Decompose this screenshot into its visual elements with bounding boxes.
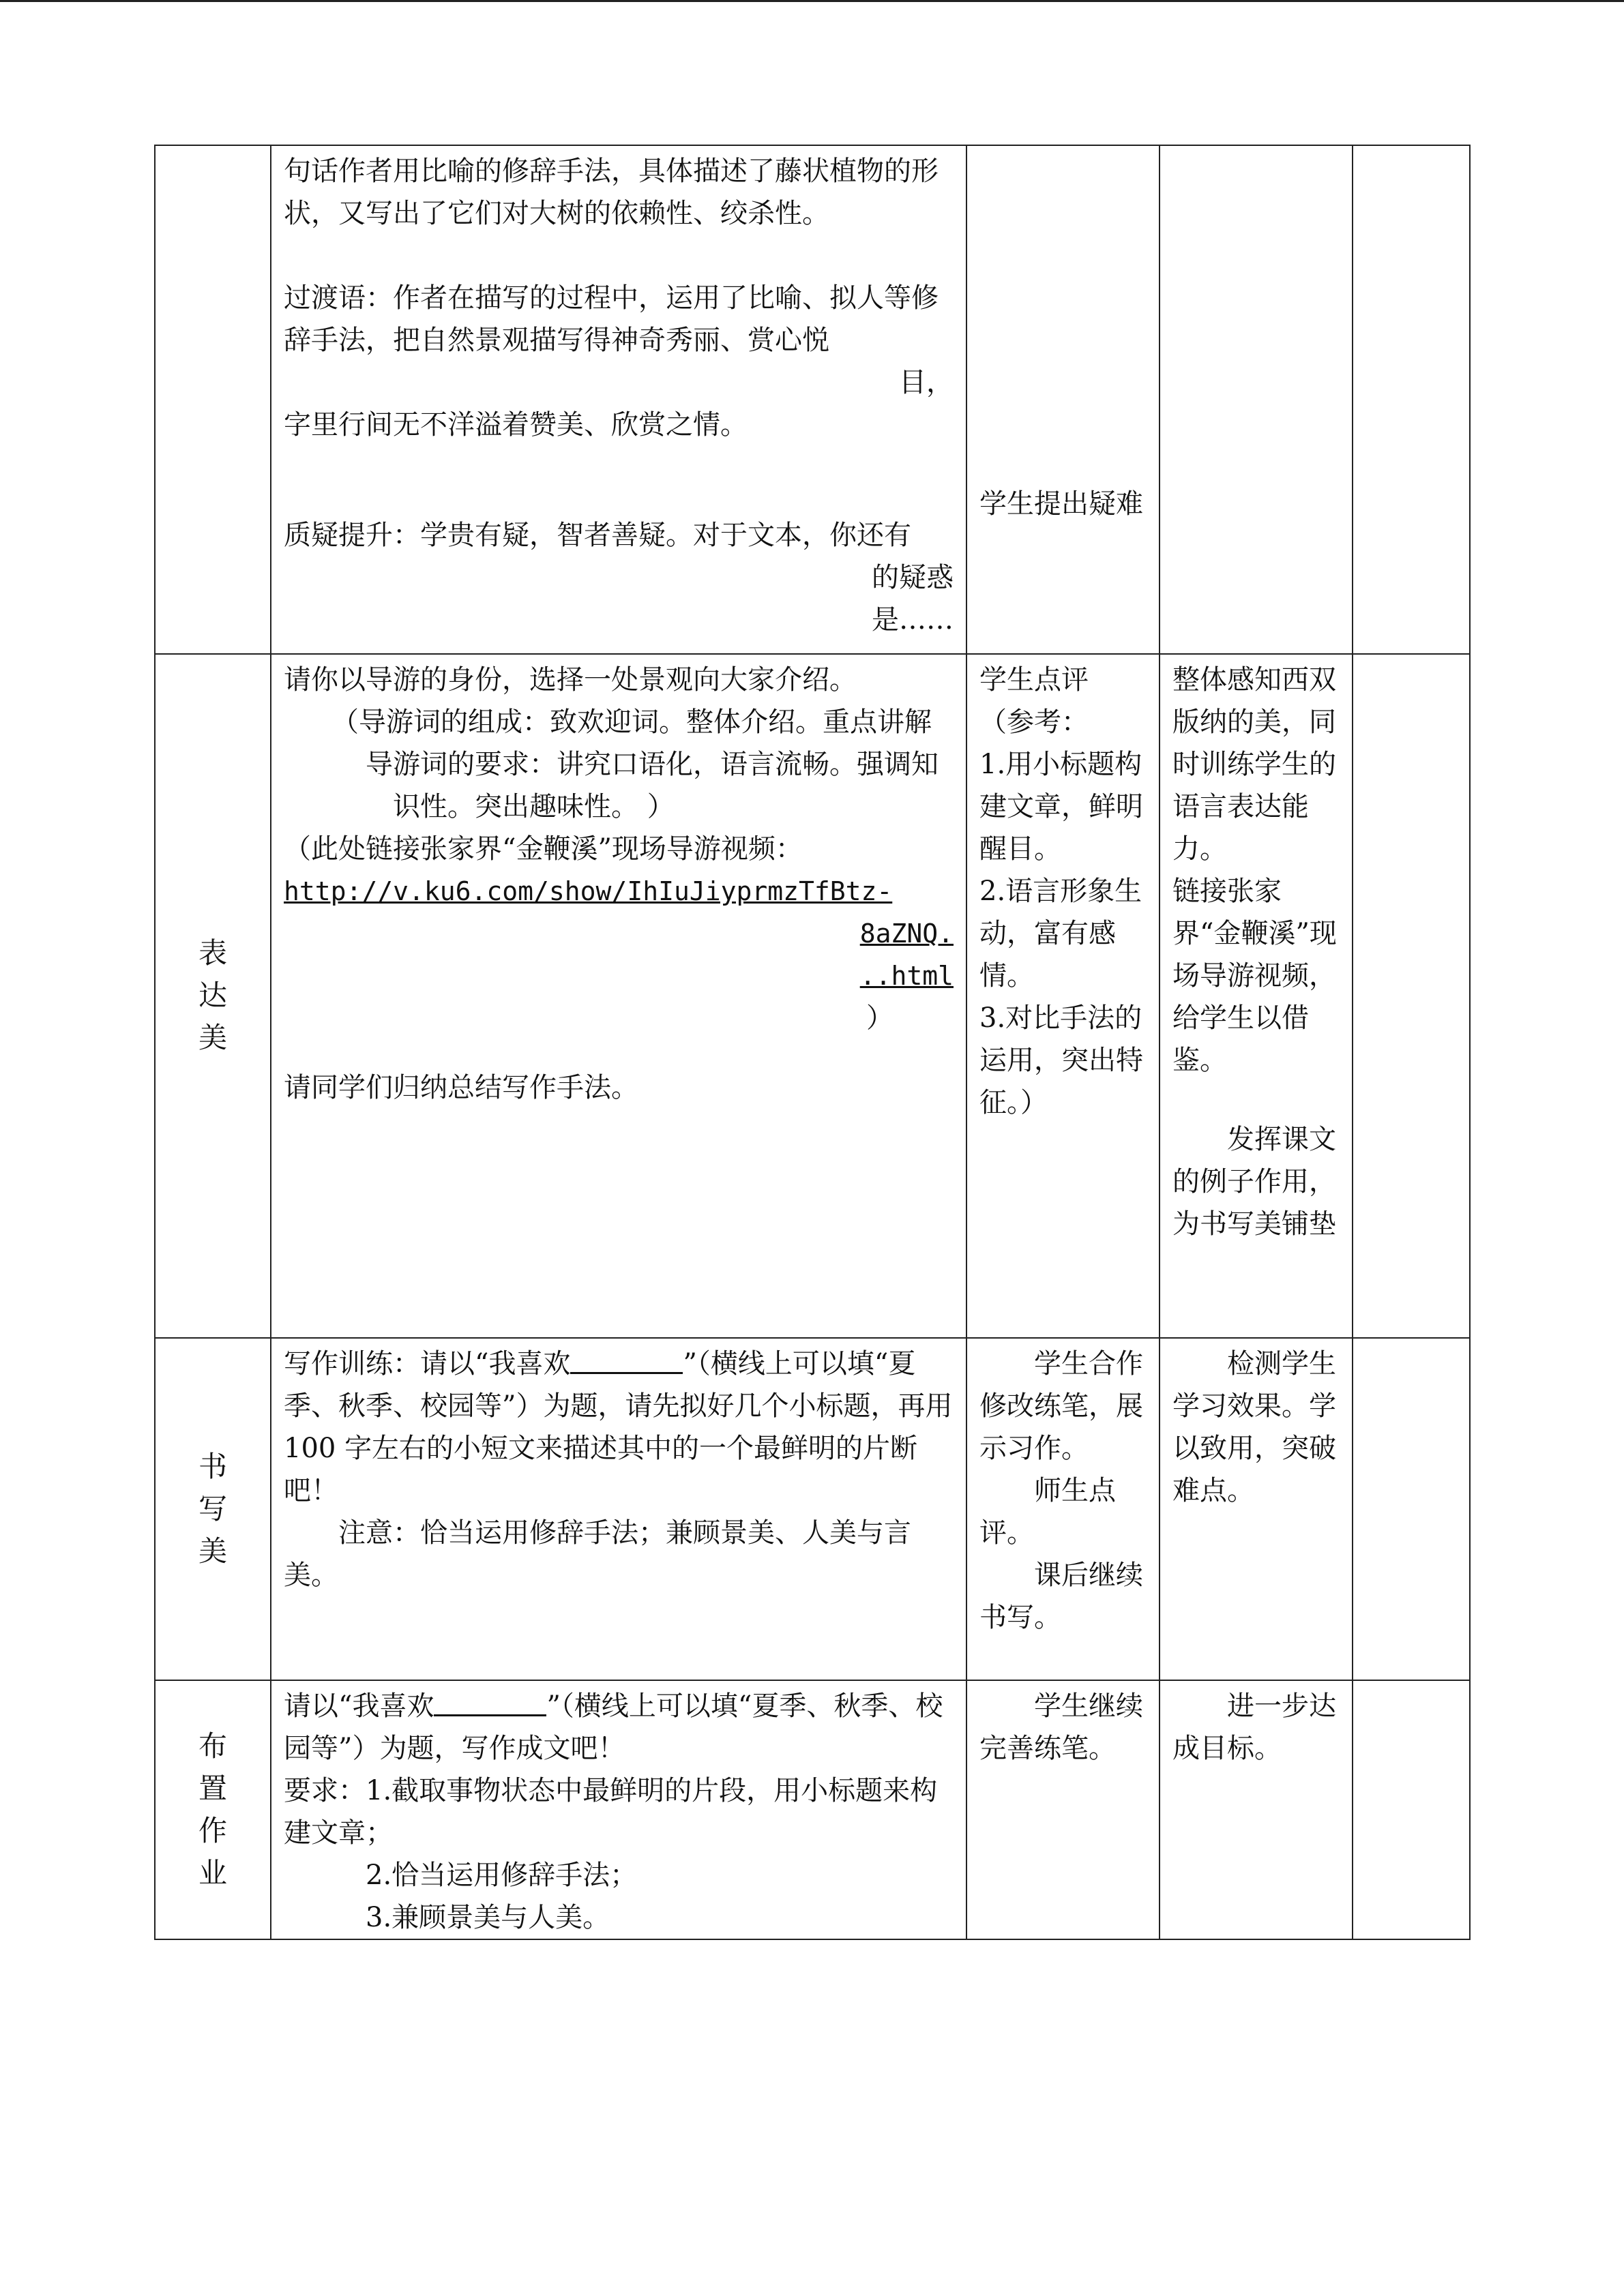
- prompt-text: ”（横线上可以填“夏季、秋季、校园等”）为题，写作成文吧！: [284, 1690, 943, 1764]
- lesson-plan-table: [154, 145, 1471, 1940]
- activity-text: 学生继续完善练笔。: [979, 1690, 1143, 1764]
- table-row: [155, 1338, 1470, 1680]
- paragraph: ）: [866, 1002, 894, 1034]
- purpose-text: 检测学生学习效果。学以致用，突破难点。: [1172, 1348, 1336, 1506]
- activity-cell: [966, 1680, 1160, 1939]
- activity-cell: [966, 145, 1160, 654]
- activity-text: 课后继续书写。: [979, 1560, 1143, 1633]
- activity-text: 学生提出疑难: [979, 488, 1143, 520]
- activity-cell: [966, 654, 1160, 1338]
- table-row: [155, 1680, 1470, 1939]
- activity-text: 学生合作修改练笔，展示习作。: [979, 1348, 1143, 1464]
- paragraph: （导游词的组成：致欢迎词。整体介绍。重点讲解: [331, 706, 932, 738]
- activity-text: 学生点评: [979, 664, 1089, 696]
- purpose-cell: [1160, 145, 1353, 654]
- notes-cell: [1353, 1680, 1470, 1939]
- paragraph: 质疑提升：学贵有疑，智者善疑。对于文本，你还有: [284, 520, 911, 551]
- stage-cell: [155, 654, 271, 1338]
- stage-cell: [155, 1338, 271, 1680]
- purpose-cell: [1160, 1338, 1353, 1680]
- stage-label: 书写美: [198, 1449, 227, 1568]
- activity-text: （参考：: [979, 706, 1089, 738]
- page-top-border: [0, 0, 1624, 2]
- purpose-text: 整体感知西双版纳的美，同时训练学生的语言表达能力。: [1172, 664, 1336, 865]
- paragraph: 目，: [899, 367, 954, 398]
- fill-blank: [434, 1687, 546, 1716]
- paragraph: 3.兼顾景美与人美。: [366, 1902, 610, 1933]
- paragraph: 请同学们归纳总结写作手法。: [284, 1072, 638, 1103]
- paragraph: 要求：1.截取事物状态中最鲜明的片段，用小标题来构建文章；: [284, 1775, 938, 1849]
- paragraph: 2.恰当运用修辞手法；: [366, 1860, 638, 1891]
- paragraph: 请你以导游的身份，选择一处景观向大家介绍。: [284, 664, 857, 696]
- paragraph: 的疑惑: [872, 562, 954, 593]
- activity-text: 师生点评。: [979, 1475, 1116, 1549]
- table-row: [155, 654, 1470, 1338]
- table-row: [155, 145, 1470, 654]
- stage-label: 表达美: [198, 936, 227, 1054]
- notes-cell: [1353, 145, 1470, 654]
- stage-cell: [155, 1680, 271, 1939]
- notes-cell: [1353, 1338, 1470, 1680]
- fill-blank: [570, 1345, 683, 1374]
- paragraph: 句话作者用比喻的修辞手法，具体描述了藤状植物的形状，又写出了它们对大树的依赖性、绞杀性。: [284, 155, 939, 229]
- content-cell: [271, 654, 966, 1338]
- activity-text: 2.语言形象生动，富有感情。: [979, 876, 1142, 992]
- purpose-cell: [1160, 1680, 1353, 1939]
- content-cell: [271, 1338, 966, 1680]
- prompt-text: 写作训练：请以“我喜欢: [284, 1348, 571, 1380]
- purpose-cell: [1160, 654, 1353, 1338]
- paragraph: 字里行间无不洋溢着赞美、欣赏之情。: [284, 409, 748, 441]
- paragraph: （此处链接张家界“金鞭溪”现场导游视频：: [284, 833, 803, 865]
- video-link-end[interactable]: ..html: [859, 961, 954, 991]
- paragraph: 是……: [872, 604, 954, 636]
- stage-label: 布置作业: [198, 1729, 227, 1890]
- content-cell: [271, 1680, 966, 1939]
- paragraph: 导游词的要求：讲究口语化，语言流畅。强调知: [366, 749, 939, 780]
- paragraph: 识性。突出趣味性。 ）: [393, 791, 675, 822]
- video-link-cont[interactable]: 8aZNQ.: [859, 919, 954, 949]
- content-cell: [271, 145, 966, 654]
- prompt-text: 请以“我喜欢: [284, 1690, 434, 1722]
- paragraph: 过渡语：作者在描写的过程中，运用了比喻、拟人等修辞手法，把自然景观描写得神奇秀丽、赏心悦: [284, 282, 939, 356]
- notes-cell: [1353, 654, 1470, 1338]
- prompt-text: ”（横线上可以填“夏季、秋季、校园等”）为题，请先拟好几个小标题，再用 100 字左右的小短文来描述其中的一个最鲜明的片断吧！: [284, 1348, 953, 1506]
- paragraph: 注意：恰当运用修辞手法；兼顾景美、人美与言美。: [284, 1517, 911, 1591]
- purpose-text: 链接张家界“金鞭溪”现场导游视频，给学生以借鉴。: [1172, 876, 1337, 1076]
- video-link[interactable]: http://v.ku6.com/show/IhIuJiyprmzTfBtz-: [284, 876, 893, 906]
- activity-text: 1.用小标题构建文章，鲜明醒目。: [979, 749, 1143, 865]
- purpose-text: 发挥课文的例子作用，为书写美铺垫: [1172, 1124, 1336, 1240]
- stage-cell: [155, 145, 271, 654]
- activity-text: 3.对比手法的运用，突出特征。）: [979, 1002, 1143, 1118]
- purpose-text: 进一步达成目标。: [1172, 1690, 1336, 1764]
- activity-cell: [966, 1338, 1160, 1680]
